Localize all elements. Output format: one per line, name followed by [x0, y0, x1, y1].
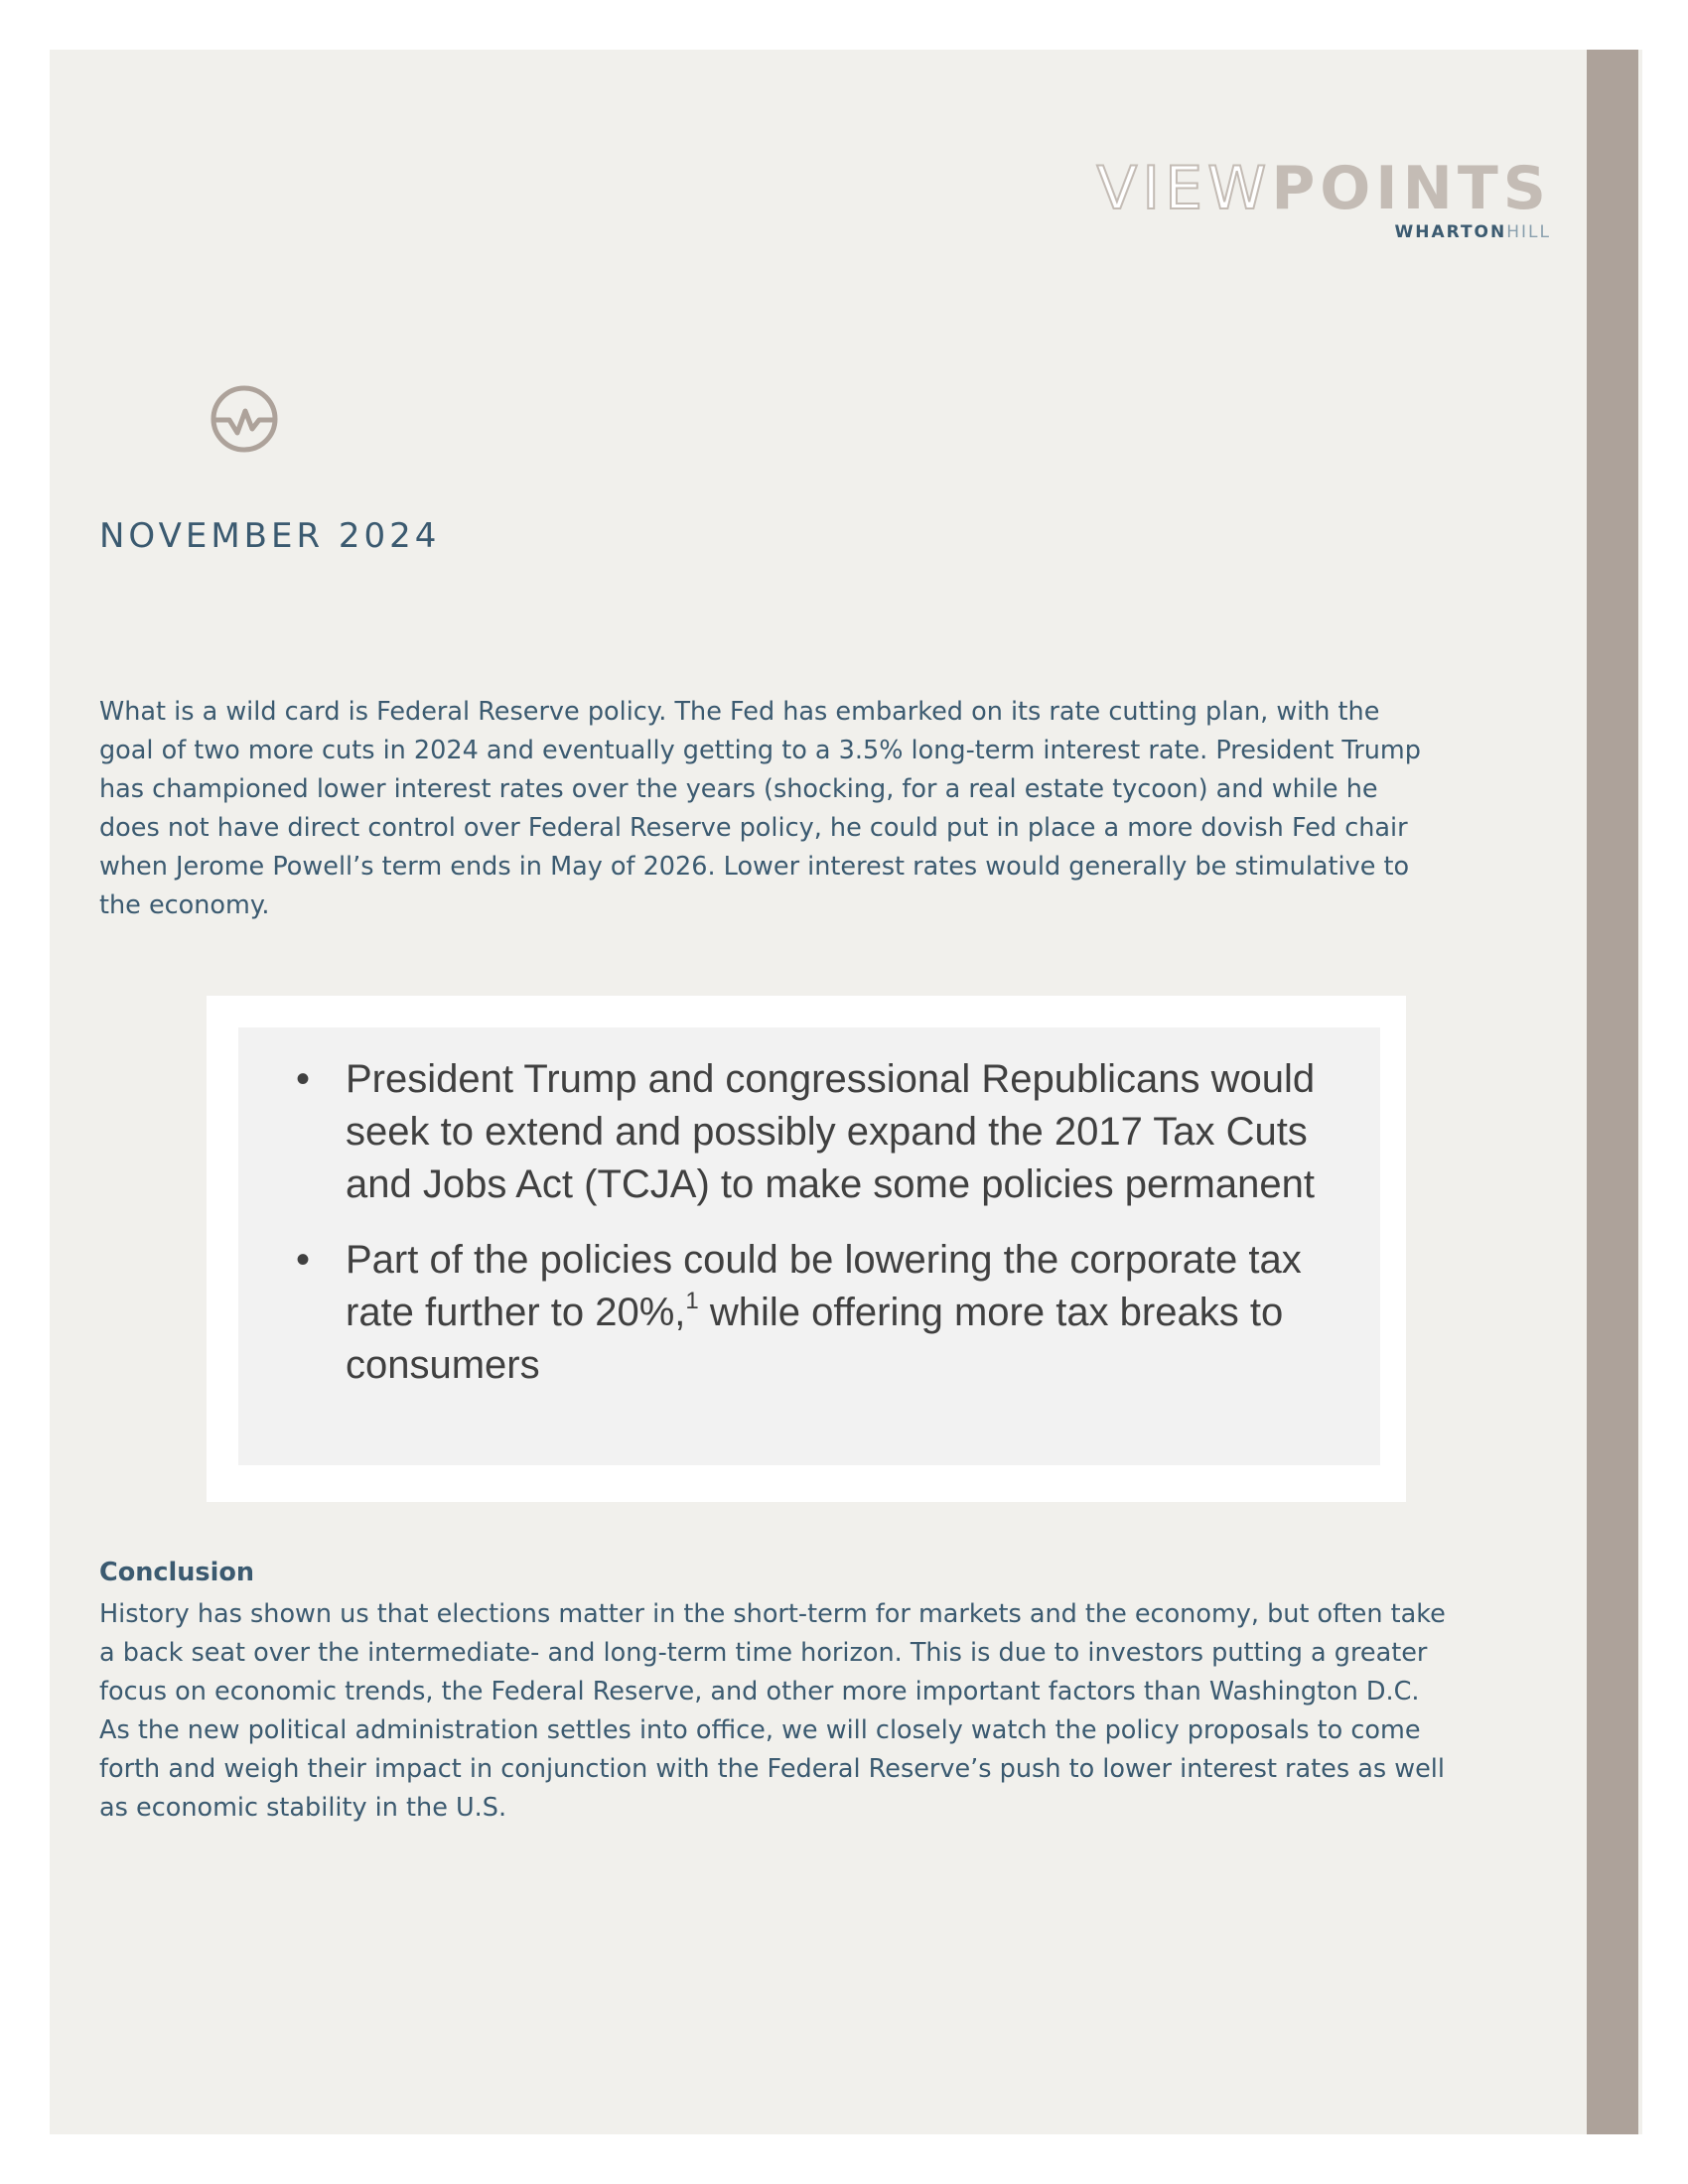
callout-item-text-start: Part of the policies could be lowering the corporate tax rate further to 20%,: [346, 1238, 1302, 1334]
callout-item-text-end: while offering more tax breaks to consumers: [346, 1291, 1284, 1387]
callout-bullet-item: [238, 1053, 1360, 1211]
bullet-icon: •: [296, 1057, 311, 1101]
wordmark-points: POINTS: [1271, 154, 1551, 223]
callout-slide: [238, 1027, 1380, 1465]
callout-bullet-item: [238, 1234, 1360, 1392]
callout-item-text: President Trump and congressional Republicans would seek to extend and possibly expand the 2017 Tax Cuts and Jobs Act (TCJA) to make some policies permanent: [346, 1057, 1316, 1206]
callout-bullet-list: [238, 1027, 1380, 1392]
fed-policy-paragraph: What is a wild card is Federal Reserve policy. The Fed has embarked on its rate cutting plan, with the goal of two more cuts in 2024 and eventually getting to a 3.5% long-term interest rate. President Trump has championed lower interest rates over the years (shocking, for a real estate tycoon) and while he does not have direct control over Federal Reserve policy, he could put in place a more dovish Fed chair when Jerome Powell’s term ends in May of 2026. Lower interest rates would generally be stimulative to the economy.: [99, 697, 1421, 920]
viewpoints-masthead: [1096, 154, 1551, 242]
viewpoints-wordmark: [1096, 154, 1551, 223]
footnote-marker[interactable]: 1: [685, 1288, 699, 1314]
whartonhill-wordmark: [1096, 222, 1551, 242]
wordmark-wharton: WHARTON: [1394, 222, 1507, 242]
logo-w-wave: [214, 411, 274, 433]
conclusion-paragraph: History has shown us that elections matter in the short-term for markets and the economy, but often take a back seat over the intermediate- and long-term time horizon. This is due to investors putting a greater focus on economic trends, the Federal Reserve, and other more important factors than Washington D.C. As the new political administration settles into office, we will closely watch the policy proposals to come forth and weigh their impact in conjunction with the Federal Reserve’s push to lower interest rates as well as economic stability in the U.S.: [99, 1599, 1446, 1823]
conclusion-heading: Conclusion: [99, 1558, 254, 1587]
wordmark-view: VIEW: [1096, 154, 1272, 223]
wordmark-hill: HILL: [1506, 222, 1551, 242]
decorative-side-bar: [1587, 50, 1638, 2134]
logo-svg: [209, 383, 280, 455]
bullet-icon: •: [296, 1238, 311, 1282]
issue-date-heading: NOVEMBER 2024: [99, 516, 441, 556]
wharton-hill-logo-icon: [209, 383, 280, 455]
callout-box: [207, 996, 1406, 1502]
